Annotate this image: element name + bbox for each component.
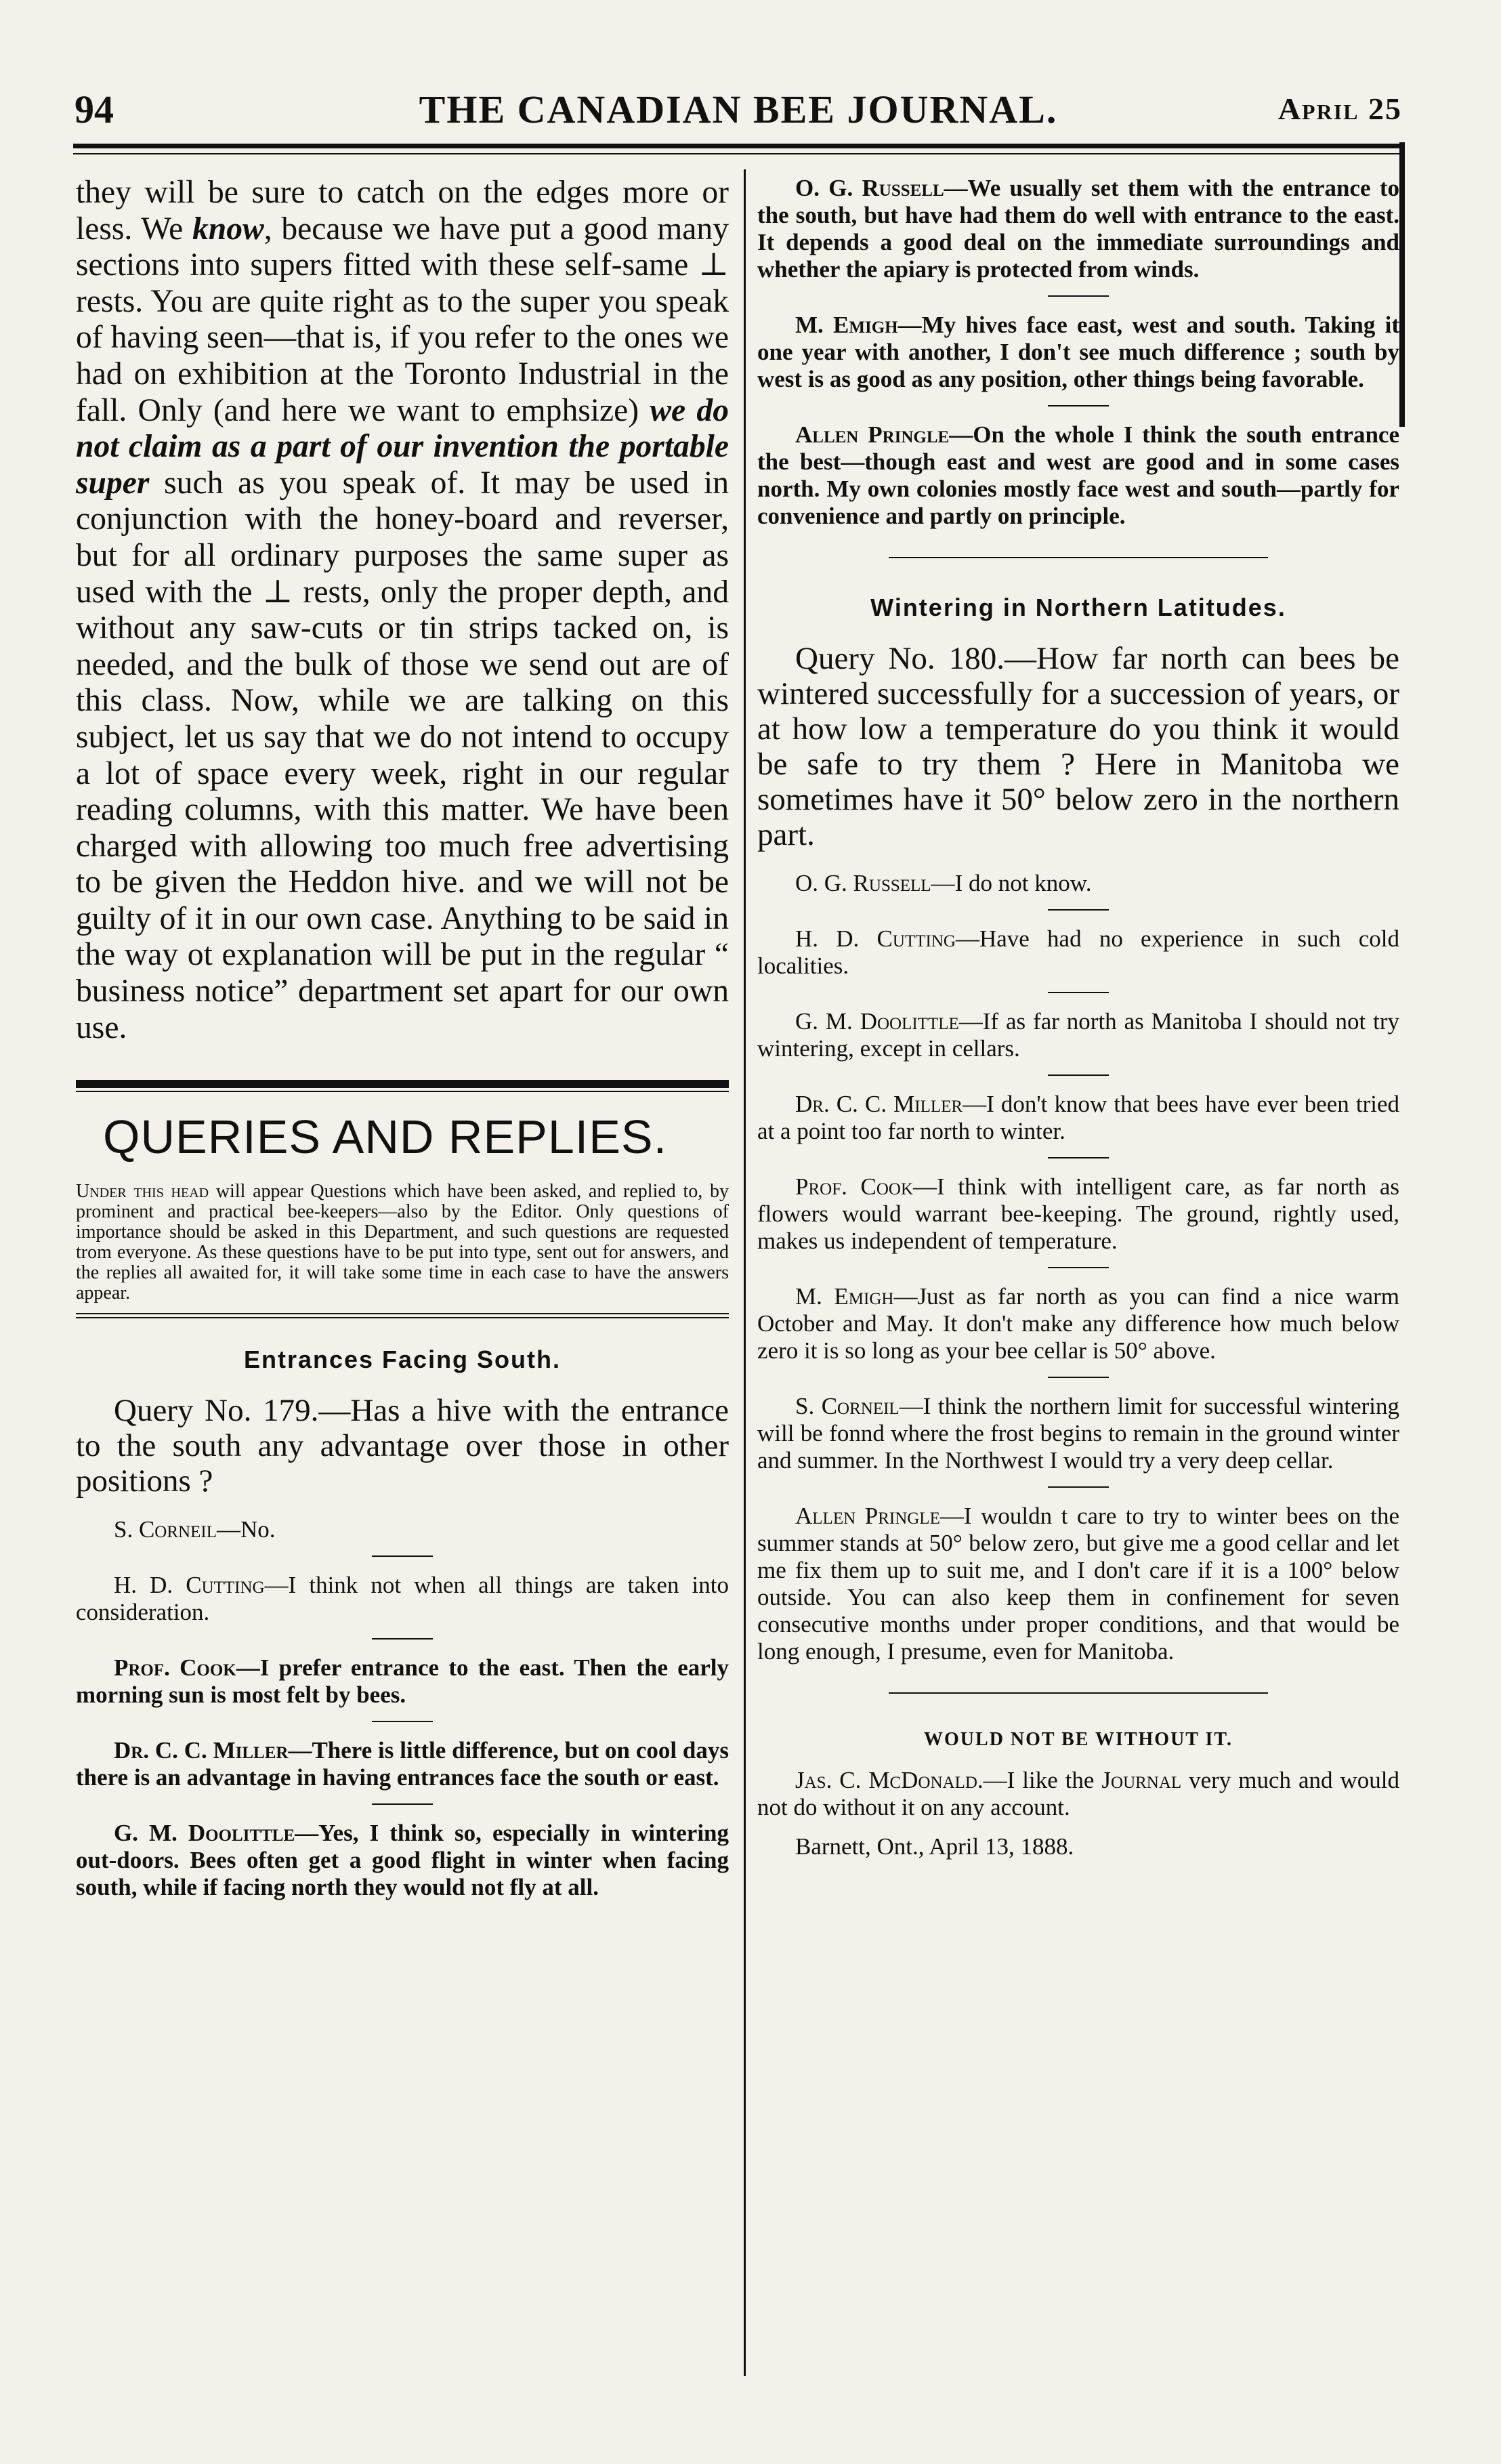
reply: S. Corneil—I think the northern limit for successful wintering will be fonnd where the frost begins to remain in the ground winter and summer. In the Northwest I would try a very deep cellar.	[757, 1393, 1399, 1474]
queries-title: QUERIES AND REPLIES.	[103, 1110, 668, 1164]
reply-separator	[1048, 295, 1109, 297]
reply-separator	[1048, 1486, 1109, 1488]
reply-separator	[1048, 909, 1109, 911]
reply: O. G. Russell—I do not know.	[795, 870, 1092, 896]
reply-separator	[1048, 1157, 1109, 1158]
reply-separator	[1048, 1377, 1109, 1378]
page-number: 94	[75, 87, 114, 131]
issue-date: April 25	[1277, 91, 1402, 126]
reply: S. Corneil—No.	[114, 1516, 276, 1543]
reply: M. Emigh—Just as far north as you can find a nice warm October and May. It don't make any difference how much below zero it is so long as your bee cellar is 50° above.	[757, 1283, 1400, 1364]
thin-rule	[76, 1091, 729, 1092]
reply: Dr. C. C. Miller—There is little difference, but on cool days there is an advantage in having entrances face the south or east.	[76, 1737, 730, 1791]
editorial-paragraph: they will be sure to catch on the edges more or less. We know, because we have put a good many sections into supers fitted with these self-same ⊥ rests. You are quite right as to the super you speak of having seen—that is, if you refer to the ones we had on exhibition at the Toronto Industrial in the fall. Only (and here we want to emphsize) we do not claim as a part of our invention the portable super such as you speak of. It may be used in conjunction with the honey-board and reverser, but for all ordinary purposes the same super as used with the ⊥ rests, only the proper depth, and without any saw-cuts or tin strips tacked on, is needed, and the bulk of those we send out are of this class. Now, while we are talking on this subject, let us say that we do not intend to occupy a lot of space every week, right in our regular reading columns, with this matter. We have been charged with allowing too much free advertising to be given the Heddon hive. and we will not be guilty of it in our own case. Anything to be said in the way ot explanation will be put in the regular “ business notice” department set apart for our own use.	[76, 175, 729, 1045]
note-rule-2	[76, 1317, 729, 1318]
journal-title: THE CANADIAN BEE JOURNAL.	[419, 87, 1058, 131]
reply: G. M. Doolittle—Yes, I think so, especially in wintering out-doors. Bees often get a good flight in winter when facing south, while if facing north they would not fly at all.	[76, 1820, 730, 1901]
reply: Prof. Cook—I prefer entrance to the east. Then the early morning sun is most felt by bees.	[76, 1654, 730, 1709]
reply: G. M. Doolittle—If as far north as Manitoba I should not try wintering, except in cellars.	[757, 1008, 1399, 1062]
ornament-divider	[757, 546, 1399, 566]
heavy-rule	[76, 1080, 729, 1088]
section-heading: WOULD NOT BE WITHOUT IT.	[924, 1729, 1233, 1750]
reply-separator	[372, 1638, 433, 1640]
reply-separator	[372, 1555, 433, 1557]
reply: H. D. Cutting—I think not when all things are taken into consideration.	[76, 1572, 729, 1626]
column-divider	[744, 169, 746, 2376]
query-180: Query No. 180.—How far north can bees be wintered successfully for a succession of years, or at how low a temperature do you think it would be safe to try them ? Here in Manitoba we sometimes have it 50° below zero in the northern part.	[757, 641, 1399, 852]
header-rule-thin	[73, 153, 1401, 154]
reply-separator	[1048, 992, 1109, 993]
note-rule	[76, 1313, 729, 1314]
reply-separator	[372, 1803, 433, 1805]
queries-note: Under this head will appear Questions which have been asked, and replied to, by prominent and practical bee-keepers—also by the Editor. Only questions of importance should be asked in this Department, and such questions are requested trom everyone. As these questions have to be put into type, sent out for answers, and the replies all awaited for, it will take some time in each case to have the answers appear.	[76, 1181, 729, 1304]
reply-separator	[372, 1721, 433, 1722]
reply: Prof. Cook—I think with intelligent care, as far north as flowers would warrant bee-keeping. The ground, rightly used, makes us independent of temperature.	[757, 1173, 1399, 1254]
right-column	[757, 175, 1399, 1873]
reply-separator	[1048, 405, 1109, 406]
reply: Allen Pringle—On the whole I think the south entrance the best—though east and west are good and in some cases north. My own colonies mostly face west and south—partly for convenience and partly on principle.	[757, 421, 1399, 529]
section-heading: Entrances Facing South.	[243, 1345, 562, 1374]
reply: Allen Pringle—I wouldn t care to try to winter bees on the summer stands at 50° below zero, but give me a good cellar and let me fix them up to suit me, and I don't care if it is a 100° below outside. You can also keep them in confinement for seven consecutive months under proper conditions, and that would be long enough, I presume, even for Manitoba.	[757, 1503, 1399, 1665]
ornament-divider	[757, 1682, 1399, 1702]
letter-signoff: Barnett, Ont., April 13, 1888.	[795, 1833, 1074, 1860]
reply: O. G. Russell—We usually set them with the entrance to the south, but have had them do well with entrance to the east. It depends a good deal on the immediate surroundings and whether the apiary is protected from winds.	[757, 175, 1399, 283]
header-rule	[73, 144, 1401, 148]
reply: H. D. Cutting—Have had no experience in such cold localities.	[757, 925, 1399, 979]
reply: M. Emigh—My hives face east, west and south. Taking it one year with another, I don't see much difference ; south by west is as good as any position, other things being favorable.	[757, 312, 1399, 392]
reply-separator	[1048, 1074, 1109, 1076]
page-header	[75, 87, 1402, 134]
page-edge-bar	[1399, 142, 1405, 427]
reader-letter: Jas. C. McDonald.—I like the Journal very much and would not do without it on any account.	[757, 1767, 1399, 1820]
reply: Dr. C. C. Miller—I don't know that bees have ever been tried at a point too far north to winter.	[757, 1091, 1399, 1144]
reply-separator	[1048, 1267, 1109, 1268]
query-179: Query No. 179.—Has a hive with the entrance to the south any advantage over those in other positions ?	[76, 1393, 729, 1499]
left-column	[76, 175, 729, 1913]
section-heading: Wintering in Northern Latitudes.	[870, 593, 1286, 621]
